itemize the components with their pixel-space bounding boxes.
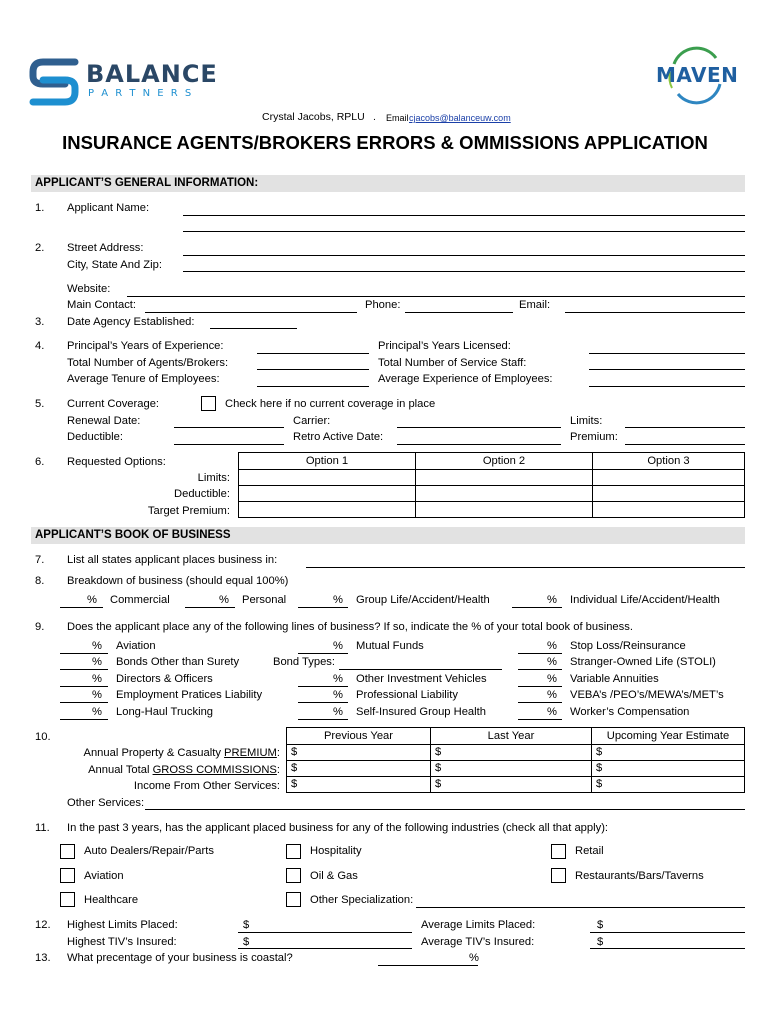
other-income-upcoming-cell[interactable]: $: [592, 777, 745, 793]
pct-sign: %: [547, 689, 557, 701]
option-2-header: Option 2: [416, 453, 593, 470]
q8-number: 8.: [35, 575, 45, 587]
stop-loss-line-label: Stop Loss/Reinsurance: [570, 640, 686, 652]
carrier-field[interactable]: [397, 427, 561, 428]
q5-number: 5.: [35, 398, 45, 410]
q12-number: 12.: [35, 919, 51, 931]
bond-types-field[interactable]: [339, 669, 502, 670]
service-staff-label: Total Number of Service Staff:: [378, 357, 527, 369]
directors-officers-pct-field[interactable]: [60, 686, 108, 687]
aviation-line-label: Aviation: [116, 640, 156, 652]
auto-dealers-label: Auto Dealers/Repair/Parts: [84, 845, 214, 857]
bonds-line-label: Bonds Other than Surety: [116, 656, 240, 668]
option-2-limits-cell[interactable]: [416, 470, 593, 486]
pct-sign: %: [333, 689, 343, 701]
applicant-name-field[interactable]: [183, 215, 745, 216]
option-1-premium-cell[interactable]: [239, 502, 416, 518]
applicant-name-field-line2[interactable]: [183, 231, 745, 232]
retail-checkbox[interactable]: [551, 844, 566, 859]
commissions-row-label: Annual Total GROSS COMMISSIONS:: [88, 764, 280, 776]
option-3-deductible-cell[interactable]: [593, 486, 745, 502]
average-tiv-field[interactable]: [590, 948, 745, 949]
q4-number: 4.: [35, 340, 45, 352]
avg-experience-label: Average Experience of Employees:: [378, 373, 553, 385]
revenue-history-table: [286, 727, 745, 793]
applicant-name-label: Applicant Name:: [67, 202, 150, 214]
pct-sign: %: [333, 640, 343, 652]
pct-sign: %: [547, 640, 557, 652]
other-specialization-field[interactable]: [416, 907, 745, 908]
breakdown-label: Breakdown of business (should equal 100%): [67, 575, 289, 587]
carrier-label: Carrier:: [293, 415, 331, 427]
highest-tiv-currency: $: [243, 936, 250, 948]
premium-row-label: Annual Property & Casualty PREMIUM:: [83, 747, 280, 759]
average-limits-label: Average Limits Placed:: [421, 919, 536, 931]
average-tiv-currency: $: [597, 936, 604, 948]
commissions-previous-cell[interactable]: $: [287, 761, 431, 777]
workers-comp-line-label: Worker’s Compensation: [570, 706, 690, 718]
email-label: Email: [386, 113, 409, 123]
renewal-date-label: Renewal Date:: [67, 415, 141, 427]
variable-annuities-line-label: Variable Annuities: [570, 673, 659, 685]
mutual-funds-pct-field[interactable]: [298, 653, 348, 654]
phone-field[interactable]: [405, 312, 513, 313]
oil-gas-checkbox[interactable]: [286, 868, 301, 883]
option-2-deductible-cell[interactable]: [416, 486, 593, 502]
current-coverage-label: Current Coverage:: [67, 398, 160, 410]
veba-line-label: VEBA’s /PEO’s/MEWA’s/MET’s: [570, 689, 724, 701]
coastal-pct-sign: %: [469, 952, 479, 964]
phone-label: Phone:: [365, 299, 401, 311]
personal-pct-field[interactable]: [185, 607, 235, 608]
pct-sign: %: [547, 594, 557, 606]
aviation-industry-label: Aviation: [84, 870, 124, 882]
stoli-pct-field[interactable]: [518, 669, 562, 670]
email-field[interactable]: [565, 312, 745, 313]
agents-brokers-field[interactable]: [257, 369, 369, 370]
other-investment-line-label: Other Investment Vehicles: [356, 673, 487, 685]
city-state-zip-label: City, State And Zip:: [67, 259, 162, 271]
self-insured-line-label: Self-Insured Group Health: [356, 706, 486, 718]
auto-dealers-checkbox[interactable]: [60, 844, 75, 859]
aviation-pct-field[interactable]: [60, 653, 108, 654]
pct-sign: %: [92, 640, 102, 652]
upcoming-year-header: Upcoming Year Estimate: [592, 728, 745, 745]
pct-sign: %: [333, 594, 343, 606]
highest-limits-field[interactable]: [238, 932, 412, 933]
employee-tenure-label: Average Tenure of Employees:: [67, 373, 220, 385]
highest-limits-currency: $: [243, 919, 250, 931]
other-income-row-label: Income From Other Services:: [133, 780, 280, 792]
pct-sign: %: [87, 594, 97, 606]
other-specialization-label: Other Specialization:: [310, 894, 414, 906]
last-year-header: Last Year: [431, 728, 592, 745]
q10-number: 10.: [35, 731, 51, 743]
premium-last-cell[interactable]: $: [431, 745, 592, 761]
principal-experience-label: Principal’s Years of Experience:: [67, 340, 224, 352]
previous-year-header: Previous Year: [287, 728, 431, 745]
contact-email-link[interactable]: cjacobs@balanceuw.com: [409, 113, 511, 123]
pct-sign: %: [547, 673, 557, 685]
hospitality-checkbox[interactable]: [286, 844, 301, 859]
email-field-label: Email:: [519, 299, 551, 311]
pct-sign: %: [547, 656, 557, 668]
q1-number: 1.: [35, 202, 45, 214]
oil-gas-label: Oil & Gas: [310, 870, 358, 882]
directors-officers-line-label: Directors & Officers: [116, 673, 213, 685]
individual-life-label: Individual Life/Accident/Health: [570, 594, 720, 606]
principal-experience-field[interactable]: [257, 353, 369, 354]
premium-upcoming-cell[interactable]: $: [592, 745, 745, 761]
commissions-upcoming-cell[interactable]: $: [592, 761, 745, 777]
date-established-field[interactable]: [210, 328, 297, 329]
employment-practices-pct-field[interactable]: [60, 702, 108, 703]
street-address-label: Street Address:: [67, 242, 144, 254]
states-label: List all states applicant places business in:: [67, 554, 278, 566]
principal-licensed-field[interactable]: [589, 353, 745, 354]
option-1-limits-cell[interactable]: [239, 470, 416, 486]
pct-sign: %: [92, 673, 102, 685]
pct-sign: %: [333, 706, 343, 718]
bond-types-label: Bond Types:: [273, 656, 335, 668]
mutual-funds-line-label: Mutual Funds: [356, 640, 424, 652]
individual-life-pct-field[interactable]: [512, 607, 562, 608]
pct-sign: %: [92, 656, 102, 668]
requested-options-label: Requested Options:: [67, 456, 166, 468]
variable-annuities-pct-field[interactable]: [518, 686, 562, 687]
q7-number: 7.: [35, 554, 45, 566]
long-haul-line-label: Long-Haul Trucking: [116, 706, 214, 718]
limits-label: Limits:: [570, 415, 603, 427]
industries-label: In the past 3 years, has the applicant placed business for any of the following industries (check all that apply):: [67, 822, 609, 834]
q9-number: 9.: [35, 621, 45, 633]
pct-sign: %: [92, 706, 102, 718]
employment-practices-line-label: Employment Pratices Liability: [116, 689, 263, 701]
page-title: INSURANCE AGENTS/BROKERS ERRORS & OMMISSIONS APPLICATION: [62, 132, 708, 153]
coastal-label: What precentage of your business is coastal?: [67, 952, 293, 964]
website-field[interactable]: [127, 296, 745, 297]
lines-of-business-label: Does the applicant place any of the following lines of business? If so, indicate the % of your total book of business.: [67, 621, 633, 633]
hospitality-label: Hospitality: [310, 845, 362, 857]
deductible-label: Deductible:: [67, 431, 123, 443]
retail-label: Retail: [575, 845, 604, 857]
date-established-label: Date Agency Established:: [67, 316, 195, 328]
employee-tenure-field[interactable]: [257, 386, 369, 387]
premium-field[interactable]: [625, 444, 745, 445]
group-life-pct-field[interactable]: [298, 607, 348, 608]
option-3-limits-cell[interactable]: [593, 470, 745, 486]
commercial-pct-field[interactable]: [60, 607, 103, 608]
stoli-line-label: Stranger-Owned Life (STOLI): [570, 656, 716, 668]
other-specialization-checkbox[interactable]: [286, 892, 301, 907]
highest-tiv-label: Highest TIV’s Insured:: [67, 936, 177, 948]
premium-previous-cell[interactable]: $: [287, 745, 431, 761]
professional-liability-line-label: Professional Liability: [356, 689, 458, 701]
states-field[interactable]: [306, 567, 745, 568]
self-insured-pct-field[interactable]: [298, 719, 348, 720]
personal-label: Personal: [242, 594, 287, 606]
maven-logo-text: MAVEN: [656, 63, 739, 87]
balance-logo-text: BALANCE: [86, 60, 218, 88]
avg-experience-field[interactable]: [589, 386, 745, 387]
other-services-label: Other Services:: [67, 797, 145, 809]
no-coverage-label: Check here if no current coverage in place: [225, 398, 436, 410]
q3-number: 3.: [35, 316, 45, 328]
contact-name: Crystal Jacobs, RPLU: [262, 111, 365, 123]
average-tiv-label: Average TIV’s Insured:: [421, 936, 535, 948]
average-limits-currency: $: [597, 919, 604, 931]
pct-sign: %: [333, 673, 343, 685]
other-services-field[interactable]: [145, 809, 745, 810]
q6-number: 6.: [35, 456, 45, 468]
deductible-field[interactable]: [174, 444, 284, 445]
principal-licensed-label: Principal’s Years Licensed:: [378, 340, 511, 352]
requested-options-table: [238, 452, 745, 518]
veba-pct-field[interactable]: [518, 702, 562, 703]
pct-sign: %: [219, 594, 229, 606]
option-1-deductible-cell[interactable]: [239, 486, 416, 502]
aviation-checkbox[interactable]: [60, 868, 75, 883]
average-limits-field[interactable]: [590, 932, 745, 933]
commercial-label: Commercial: [110, 594, 170, 606]
healthcare-label: Healthcare: [84, 894, 139, 906]
healthcare-checkbox[interactable]: [60, 892, 75, 907]
city-state-zip-field[interactable]: [183, 271, 745, 272]
option-row-limits-label: Limits:: [197, 472, 230, 484]
street-address-field[interactable]: [183, 255, 745, 256]
pct-sign: %: [92, 689, 102, 701]
pct-sign: %: [547, 706, 557, 718]
highest-limits-label: Highest Limits Placed:: [67, 919, 178, 931]
main-contact-label: Main Contact:: [67, 299, 137, 311]
professional-liability-pct-field[interactable]: [298, 702, 348, 703]
service-staff-field[interactable]: [589, 369, 745, 370]
contact-separator: .: [373, 111, 376, 123]
option-2-premium-cell[interactable]: [416, 502, 593, 518]
coastal-pct-field[interactable]: [378, 965, 478, 966]
highest-tiv-field[interactable]: [238, 948, 412, 949]
restaurants-label: Restaurants/Bars/Taverns: [575, 870, 704, 882]
option-row-target-premium-label: Target Premium:: [147, 505, 230, 517]
balance-logo-mark-icon: [29, 58, 79, 106]
retro-date-field[interactable]: [397, 444, 561, 445]
commissions-last-cell[interactable]: $: [431, 761, 592, 777]
option-3-header: Option 3: [593, 453, 745, 470]
agents-brokers-label: Total Number of Agents/Brokers:: [67, 357, 229, 369]
premium-label: Premium:: [570, 431, 618, 443]
section-general-information: APPLICANT’S GENERAL INFORMATION:: [31, 175, 745, 192]
section-book-of-business: APPLICANT’S BOOK OF BUSINESS: [31, 527, 745, 544]
option-3-premium-cell[interactable]: [593, 502, 745, 518]
stop-loss-pct-field[interactable]: [518, 653, 562, 654]
q11-number: 11.: [35, 822, 50, 834]
balance-logo-subtext: P A R T N E R S: [88, 88, 194, 99]
no-coverage-checkbox[interactable]: [201, 396, 216, 411]
option-row-deductible-label: Deductible:: [174, 488, 230, 500]
other-income-previous-cell[interactable]: $: [287, 777, 431, 793]
other-investment-pct-field[interactable]: [298, 686, 348, 687]
q13-number: 13.: [35, 952, 51, 964]
website-label: Website:: [67, 283, 111, 295]
retro-date-label: Retro Active Date:: [293, 431, 384, 443]
renewal-date-field[interactable]: [174, 427, 284, 428]
bonds-pct-field[interactable]: [60, 669, 108, 670]
limits-field[interactable]: [625, 427, 745, 428]
group-life-label: Group Life/Accident/Health: [356, 594, 490, 606]
long-haul-pct-field[interactable]: [60, 719, 108, 720]
main-contact-field[interactable]: [145, 312, 357, 313]
option-1-header: Option 1: [239, 453, 416, 470]
q2-number: 2.: [35, 242, 45, 254]
other-income-last-cell[interactable]: $: [431, 777, 592, 793]
workers-comp-pct-field[interactable]: [518, 719, 562, 720]
restaurants-checkbox[interactable]: [551, 868, 566, 883]
